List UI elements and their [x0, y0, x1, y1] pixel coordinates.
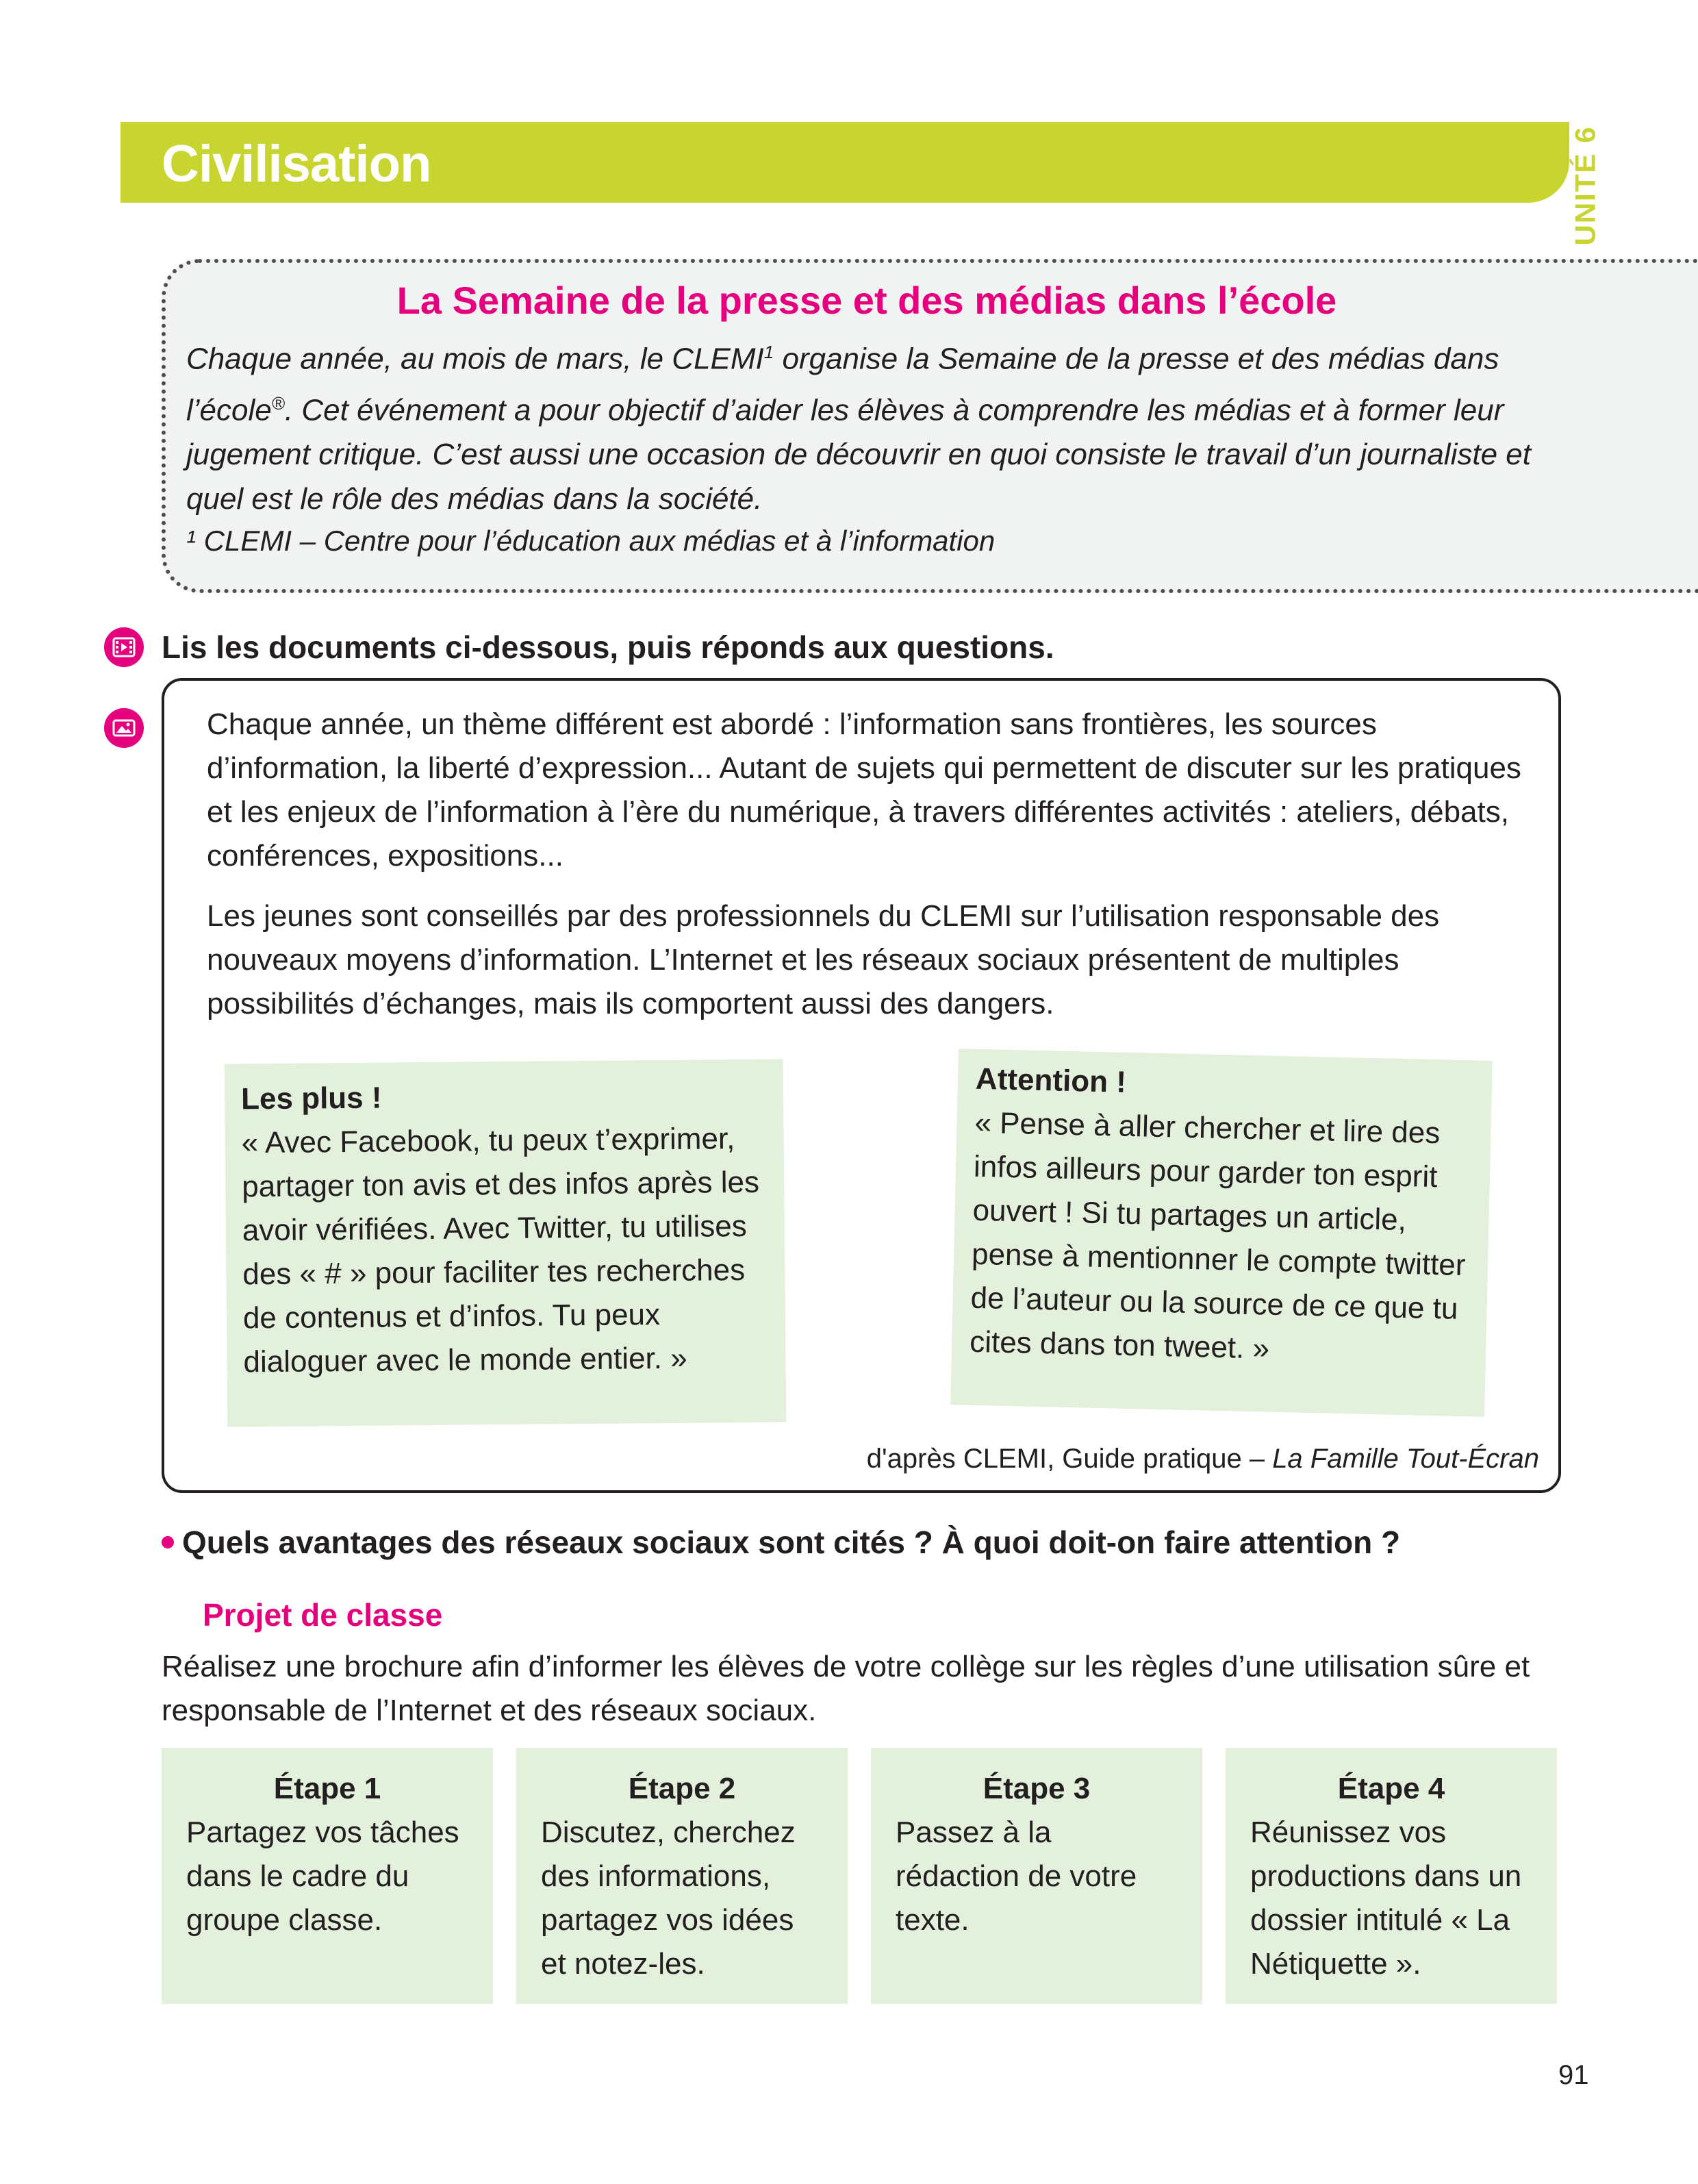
project-title: Projet de classe [203, 1597, 443, 1633]
registered-mark: ® [271, 392, 285, 414]
note-attention-text: « Pense à aller chercher et lire des infos ailleurs pour garder ton esprit ouvert ! Si tu partages un article, pense à mentionner le compte twitter de l’auteur ou la source de ce que tu cites dans ton tweet. » [969, 1105, 1467, 1366]
note-plus-text: « Avec Facebook, tu peux t’exprimer, partager ton avis et des infos après les avoir vérifiées. Avec Twitter, tu utilises des « # » pour faciliter tes recherches de contenus et d’infos. Tu peux dialoguer avec le monde entier. » [241, 1122, 760, 1379]
note-attention [950, 1049, 1493, 1417]
question [162, 1519, 1400, 1566]
intro-text [186, 330, 1556, 521]
intro-title: La Semaine de la presse et des médias dans l’école [396, 279, 1337, 322]
step-text: Réunissez vos productions dans un dossier intitulé « La Nétiquette ». [1250, 1816, 1522, 1981]
instruction: Lis les documents ci-dessous, puis réponds aux questions. [162, 629, 1054, 665]
step-card-4 [1226, 1748, 1557, 2004]
video-icon[interactable] [104, 627, 144, 667]
step-text: Passez à la rédaction de votre texte. [896, 1816, 1137, 1937]
document-source [685, 1438, 1539, 1479]
document-source-title: La Famille Tout-Écran [1272, 1444, 1539, 1474]
unit-label [1558, 121, 1613, 251]
image-icon[interactable] [104, 708, 144, 748]
page-number: 91 [1558, 2060, 1589, 2090]
note-attention-title: Attention ! [975, 1062, 1127, 1099]
question-text: Quels avantages des réseaux sociaux sont cités ? À quoi doit-on faire attention ? [182, 1524, 1401, 1560]
note-plus [225, 1059, 787, 1427]
note-plus-title: Les plus ! [240, 1081, 382, 1116]
page-title: Civilisation [162, 135, 431, 193]
intro-text-part2: organise la Semaine de la presse et des médias dans l’école [186, 342, 1499, 427]
bullet-icon [162, 1536, 174, 1548]
intro-text-part3: . Cet événement a pour objectif d’aider les élèves à comprendre les médias et à former leur jugement critique. C’est aussi une occasion de découvrir en quoi consiste le travail d’un journaliste et quel est le rôle des médias dans la société. [186, 393, 1531, 516]
intro-text-part1: Chaque année, au mois de mars, le CLEMI [186, 342, 764, 376]
document-paragraph-1: Chaque année, un thème différent est abordé : l’information sans frontières, les sources d’information, la liberté d’expression... Autant de sujets qui permettent de discuter sur les pratiques et les enjeux de l’information à l’ère du numérique, à travers différentes activités : ateliers, débats, conférences, expositions... [207, 707, 1521, 873]
document-source-prefix: d'après CLEMI, Guide pratique – [866, 1444, 1273, 1474]
document-paragraph-2: Les jeunes sont conseillés par des professionnels du CLEMI sur l’utilisation responsable des nouveaux moyens d’information. L’Internet et les réseaux sociaux présentent de multiples possibilités d’échanges, mais ils comportent aussi des dangers. [207, 899, 1440, 1020]
step-card-2 [516, 1748, 848, 2004]
step-title: Étape 3 [983, 1772, 1091, 1805]
step-text: Partagez vos tâches dans le cadre du groupe classe. [186, 1816, 459, 1937]
footnote-mark: 1 [763, 342, 774, 362]
step-card-1 [162, 1748, 493, 2004]
step-title: Étape 2 [628, 1772, 736, 1805]
intro-footnote: ¹ CLEMI – Centre pour l’éducation aux médias et à l’information [186, 525, 996, 557]
step-title: Étape 4 [1337, 1772, 1445, 1805]
step-card-3 [871, 1748, 1202, 2004]
unit-label-text: UNITÉ 6 [1569, 125, 1601, 246]
project-text: Réalisez une brochure afin d’informer les élèves de votre collège sur les règles d’une utilisation sûre et responsable de l’Internet et des réseaux sociaux. [162, 1650, 1530, 1727]
step-text: Discutez, cherchez des informations, partagez vos idées et notez-les. [541, 1816, 796, 1981]
step-title: Étape 1 [273, 1772, 381, 1805]
